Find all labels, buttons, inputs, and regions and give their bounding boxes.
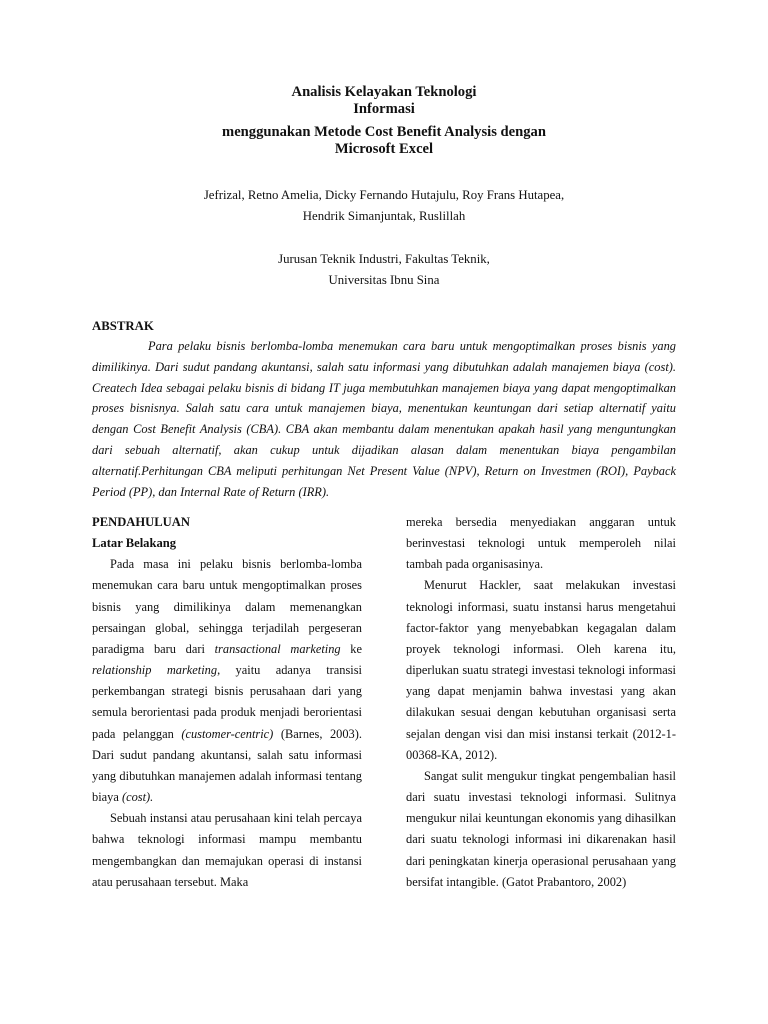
right-paragraph-1: mereka bersedia menyediakan anggaran untuk berinvestasi teknologi untuk memperoleh nilai tambah pada organisasinya. <box>406 515 676 572</box>
abstract-section <box>92 316 676 502</box>
title-line-3: menggunakan Metode Cost Benefit Analysis dengan <box>222 124 546 140</box>
left-paragraph-2: Sebuah instansi atau perusahaan kini telah percaya bahwa teknologi informasi mampu membantu mengembangkan dan memajukan operasi di instansi atau perusahaan tersebut. Maka <box>92 811 362 889</box>
title-line-2: Informasi <box>353 101 415 117</box>
subsection-heading-latar-belakang: Latar Belakang <box>92 536 177 551</box>
abstract-heading: ABSTRAK <box>92 319 154 333</box>
title-line-4: Microsoft Excel <box>334 141 434 157</box>
right-column <box>406 512 676 893</box>
authors-line-2: Hendrik Simanjuntak, Ruslillah <box>302 209 466 223</box>
left-column <box>92 512 362 893</box>
abstract-text: Para pelaku bisnis berlomba-lomba menemukan cara baru untuk mengoptimalkan proses bisnis yang dimilikinya. Dari sudut pandang akuntansi, salah satu informasi yang dibutuhkan adalah manajemen biaya (cost). Createch Idea sebagai pelaku bisnis di bidang IT juga membutuhkan manajemen biaya yang dapat mengoptimalkan proses bisnisnya. Salah satu cara untuk manajemen biaya, menentukan keuntungan dari setiap alternatif yaitu dengan Cost Benefit Analysis (CBA). CBA akan membantu dalam menentukan apakah hasil yang menguntungkan dari sebuah alternatif, akan cukup untuk dijadikan alasan dalam menentukan biaya pengambilan alternatif.Perhitungan CBA meliputi perhitungan Net Present Value (NPV), Return on Investmen (ROI), Payback Period (PP), dan Internal Rate of Return (IRR). <box>92 339 676 499</box>
left-paragraph-1: Pada masa ini pelaku bisnis berlomba-lomba menemukan cara baru untuk mengoptimalkan proses bisnis yang dimilikinya dalam memenangkan persaingan global, sehingga terjadilah pergeseran paradigma baru dari transactional marketing ke relationship marketing, yaitu adanya transisi perkembangan strategi bisnis perusahaan dari yang semula berorientasi pada produk menjadi berorientasi pada pelanggan (customer-centric) (Barnes, 2003). Dari sudut pandang akuntansi, salah satu informasi yang dibutuhkan manajemen adalah informasi tentang biaya (cost). <box>92 557 362 805</box>
affiliation-line-2: Universitas Ibnu Sina <box>328 273 440 287</box>
affiliation <box>0 249 768 291</box>
author-list <box>0 185 768 227</box>
right-paragraph-2: Menurut Hackler, saat melakukan investasi teknologi informasi, suatu instansi harus mengetahui factor-faktor yang menyebabkan kegagalan dalam proyek teknologi informasi. Oleh karena itu, diperlukan suatu strategi investasi teknologi informasi yang dapat menjamin bahwa investasi yang akan dilakukan sesuai dengan kebutuhan organisasi serta sejalan dengan visi dan misi instansi terkait (2012-1-00368-KA, 2012). <box>406 578 676 762</box>
affiliation-line-1: Jurusan Teknik Industri, Fakultas Teknik, <box>278 252 490 266</box>
authors-line-1: Jefrizal, Retno Amelia, Dicky Fernando Hutajulu, Roy Frans Hutapea, <box>203 188 565 202</box>
title-line-1: Analisis Kelayakan Teknologi <box>291 84 477 100</box>
paper-title <box>0 84 768 158</box>
right-paragraph-3: Sangat sulit mengukur tingkat pengembalian hasil dari suatu investasi teknologi informasi. Sulitnya mengukur nilai keuntungan ekonomis yang dihasilkan dari suatu teknologi informasi ini dikarenakan hasil dari peningkatan kinerja operasional perusahaan yang bersifat intangible. (Gatot Prabantoro, 2002) <box>406 768 676 889</box>
section-heading-pendahuluan: PENDAHULUAN <box>92 515 190 529</box>
